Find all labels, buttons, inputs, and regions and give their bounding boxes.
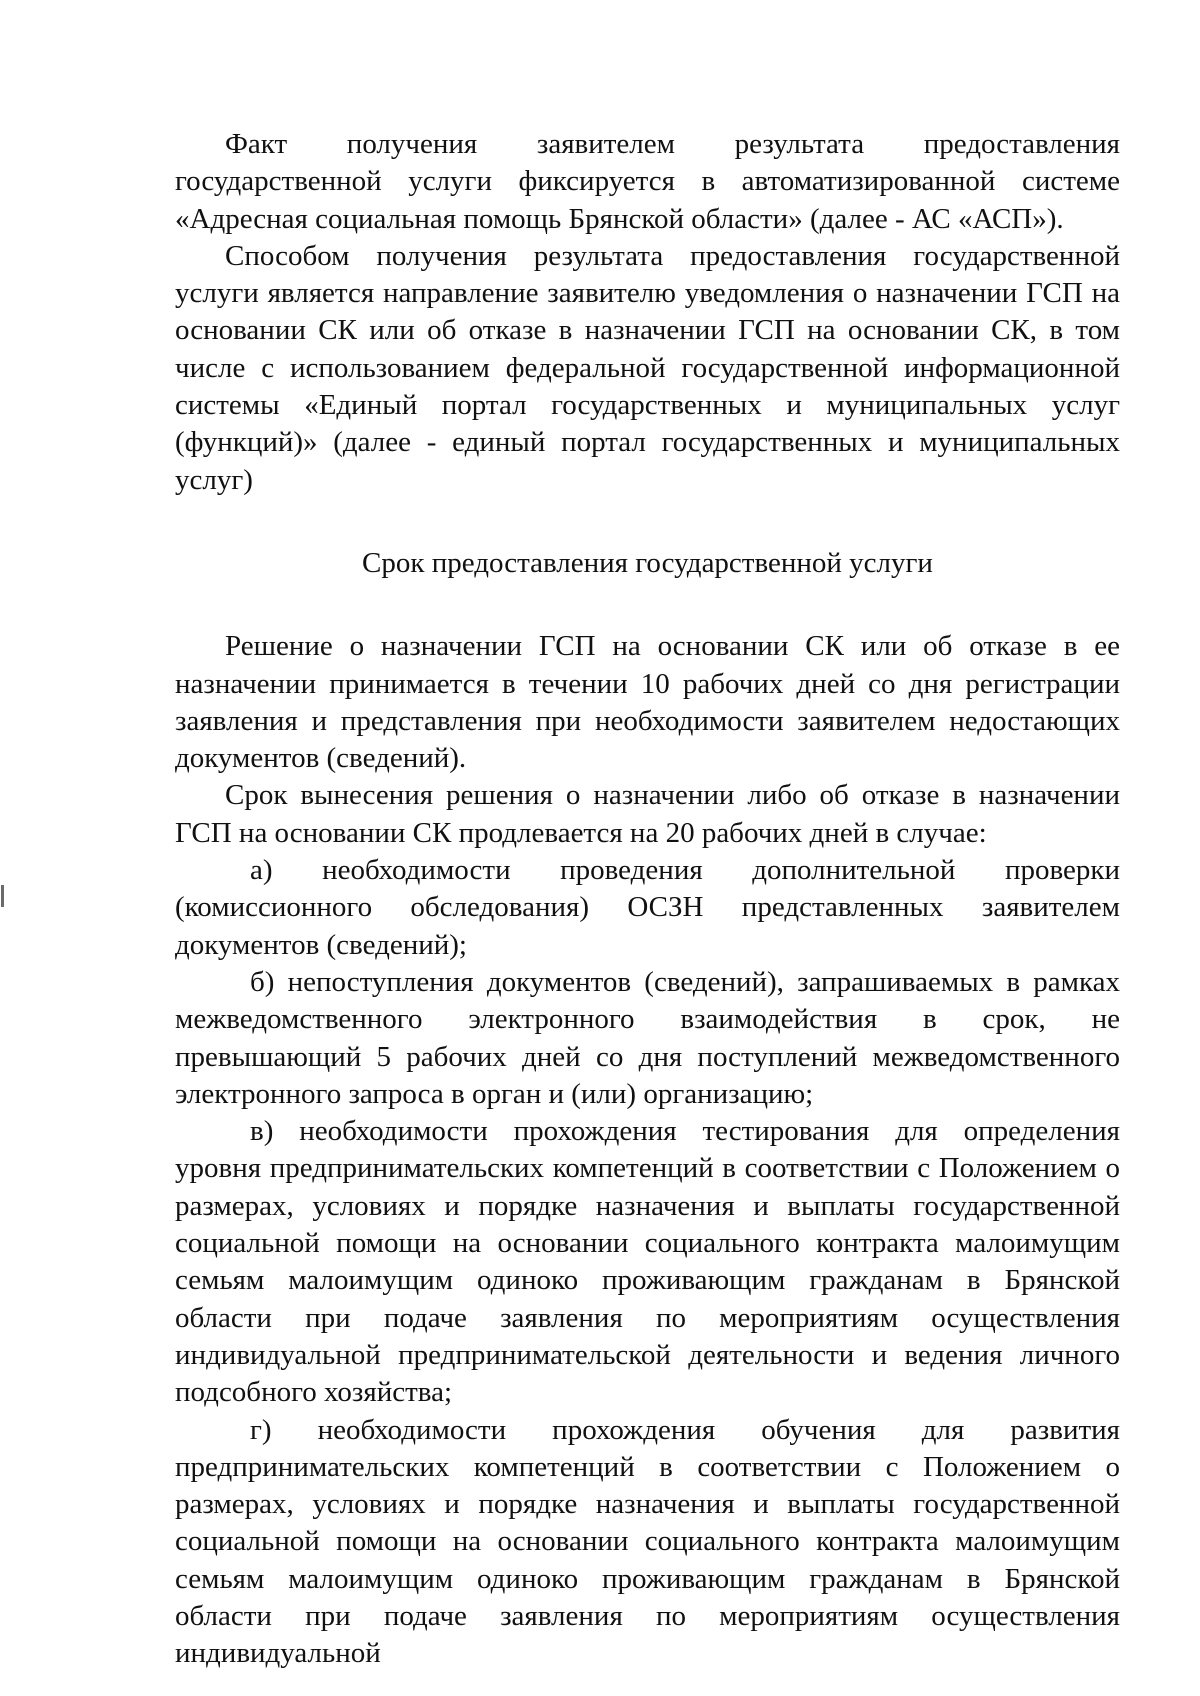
paragraph-result-method: Способом получения результата предоставления государственной услуги является направление заявителю уведомления о назначении ГСП на основании СК или об отказе в назначении ГСП на основании СК, в том числе с использованием федеральной государственной информационной системы «Единый портал государственных и муниципальных услуг (функций)» (далее - единый портал государственных и муниципальных услуг) <box>175 239 1120 496</box>
section-heading: Срок предоставления государственной услуги <box>362 546 933 579</box>
list-item-v: в) необходимости прохождения тестирования для определения уровня предпринимательских компетенций в соответствии с Положением о размерах, условиях и порядке назначения и выплаты государственной социальной помощи на основании социального контракта малоимущим семьям малоимущим одиноко проживающим гражданам в Брянской области при подаче заявления по мероприятиям осуществления индивидуальной предпринимательской деятельности и ведения личного подсобного хозяйства; <box>175 1115 1120 1409</box>
list-item-a: а) необходимости проведения дополнительной проверки (комиссионного обследования) ОСЗН представленных заявителем документов (сведений); <box>175 854 1120 961</box>
paragraph-result-fixation: Факт получения заявителем результата предоставления государственной услуги фиксируется в автоматизированной системе «Адресная социальная помощь Брянской области» (далее - АС «АСП»). <box>175 128 1120 235</box>
paragraph-term-extension: Срок вынесения решения о назначении либо об отказе в назначении ГСП на основании СК продлевается на 20 рабочих дней в случае: <box>175 779 1120 849</box>
document-body <box>175 126 1120 1673</box>
scan-edge-mark <box>1 885 4 907</box>
list-item-g: г) необходимости прохождения обучения для развития предпринимательских компетенций в соответствии с Положением о размерах, условиях и порядке назначения и выплаты государственной социальной помощи на основании социального контракта малоимущим семьям малоимущим одиноко проживающим гражданам в Брянской области при подаче заявления по мероприятиям осуществления индивидуальной <box>175 1413 1120 1670</box>
paragraph-decision-term: Решение о назначении ГСП на основании СК или об отказе в ее назначении принимается в течении 10 рабочих дней со дня регистрации заявления и представления при необходимости заявителем недостающих документов (сведений). <box>175 630 1120 775</box>
list-item-b: б) непоступления документов (сведений), запрашиваемых в рамках межведомственного электронного взаимодействия в срок, не превышающий 5 рабочих дней со дня поступлений межведомственного электронного запроса в орган и (или) организацию; <box>175 965 1120 1110</box>
